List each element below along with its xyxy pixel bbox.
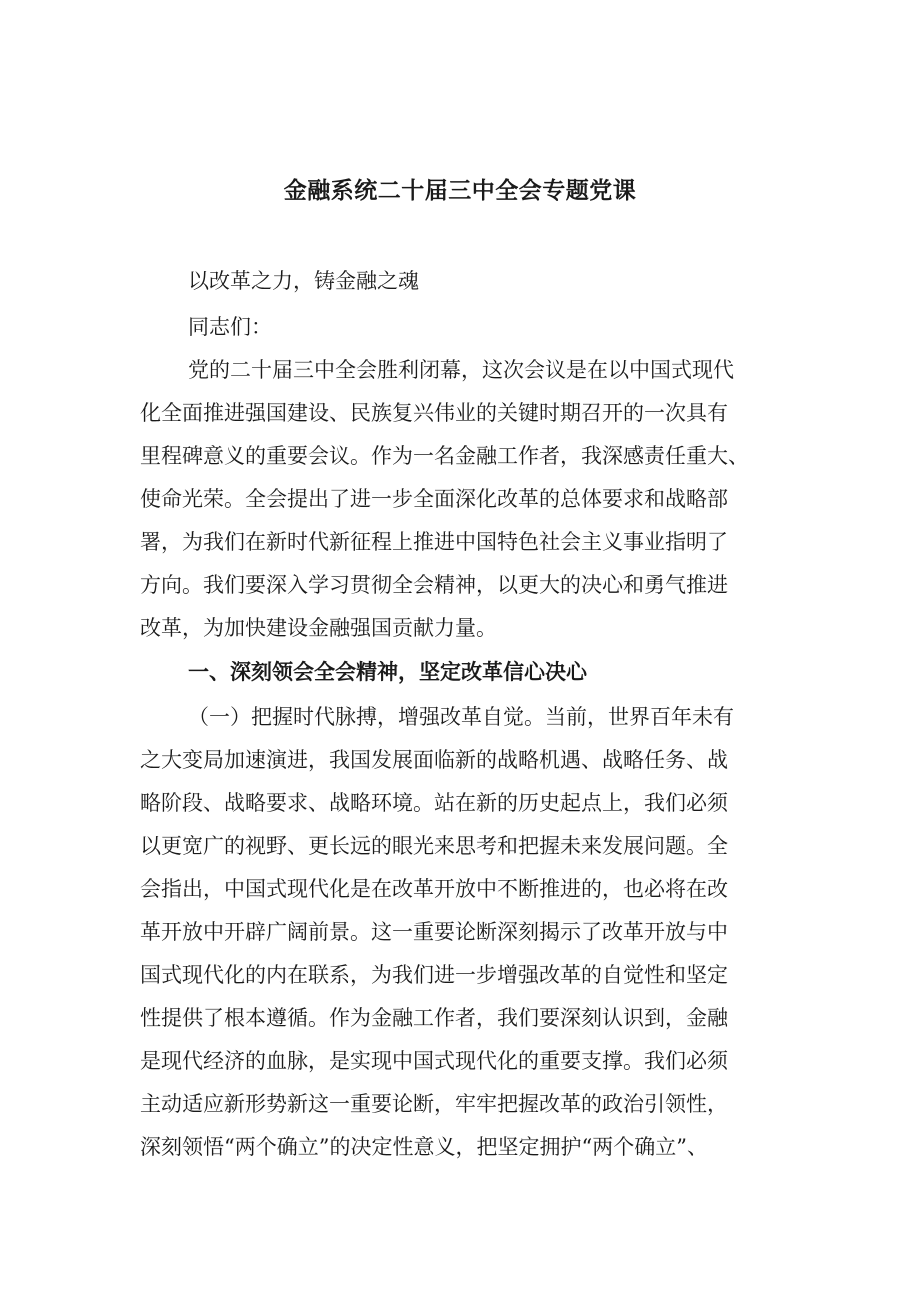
intro-line: 化全面推进强国建设、民族复兴伟业的关键时期召开的一次具有 — [140, 401, 728, 425]
intro-line: 署，为我们在新时代新征程上推进中国特色社会主义事业指明了 — [140, 530, 728, 554]
section-body-line: 性提供了根本遵循。作为金融工作者，我们要深刻认识到，金融 — [140, 1006, 728, 1030]
section-body-line: 主动适应新形势新这一重要论断，牢牢把握改革的政治引领性， — [140, 1092, 728, 1116]
intro-line: 党的二十届三中全会胜利闭幕，这次会议是在以中国式现代 — [188, 358, 734, 382]
section-body-line: 略阶段、战略要求、战略环境。站在新的历史起点上，我们必须 — [140, 791, 728, 815]
document-subtitle: 以改革之力，铸金融之魂 — [188, 269, 419, 293]
section-body-line: 之大变局加速演进，我国发展面临新的战略机遇、战略任务、战 — [140, 748, 728, 772]
section-body-line: （一）把握时代脉搏，增强改革自觉。当前，世界百年未有 — [188, 705, 734, 729]
section-body-line: 国式现代化的内在联系，为我们进一步增强改革的自觉性和坚定 — [140, 963, 728, 987]
section-body-line: 革开放中开辟广阔前景。这一重要论断深刻揭示了改革开放与中 — [140, 920, 728, 944]
section-body-line: 是现代经济的血脉，是实现中国式现代化的重要支撑。我们必须 — [140, 1049, 728, 1073]
salutation: 同志们： — [188, 315, 272, 339]
section-body-line: 会指出，中国式现代化是在改革开放中不断推进的，也必将在改 — [140, 877, 728, 901]
section-body-line: 以更宽广的视野、更长远的眼光来思考和把握未来发展问题。全 — [140, 834, 728, 858]
section-heading: 一、深刻领会全会精神，坚定改革信心决心 — [188, 660, 587, 684]
intro-line: 里程碑意义的重要会议。作为一名金融工作者，我深感责任重大、 — [140, 444, 749, 468]
intro-line: 使命光荣。全会提出了进一步全面深化改革的总体要求和战略部 — [140, 487, 728, 511]
document-title: 金融系统二十届三中全会专题党课 — [283, 178, 637, 204]
intro-line: 改革，为加快建设金融强国贡献力量。 — [140, 616, 497, 640]
intro-line: 方向。我们要深入学习贯彻全会精神，以更大的决心和勇气推进 — [140, 573, 728, 597]
section-body-line: 深刻领悟“两个确立”的决定性意义，把坚定拥护“两个确立”、 — [140, 1135, 708, 1159]
